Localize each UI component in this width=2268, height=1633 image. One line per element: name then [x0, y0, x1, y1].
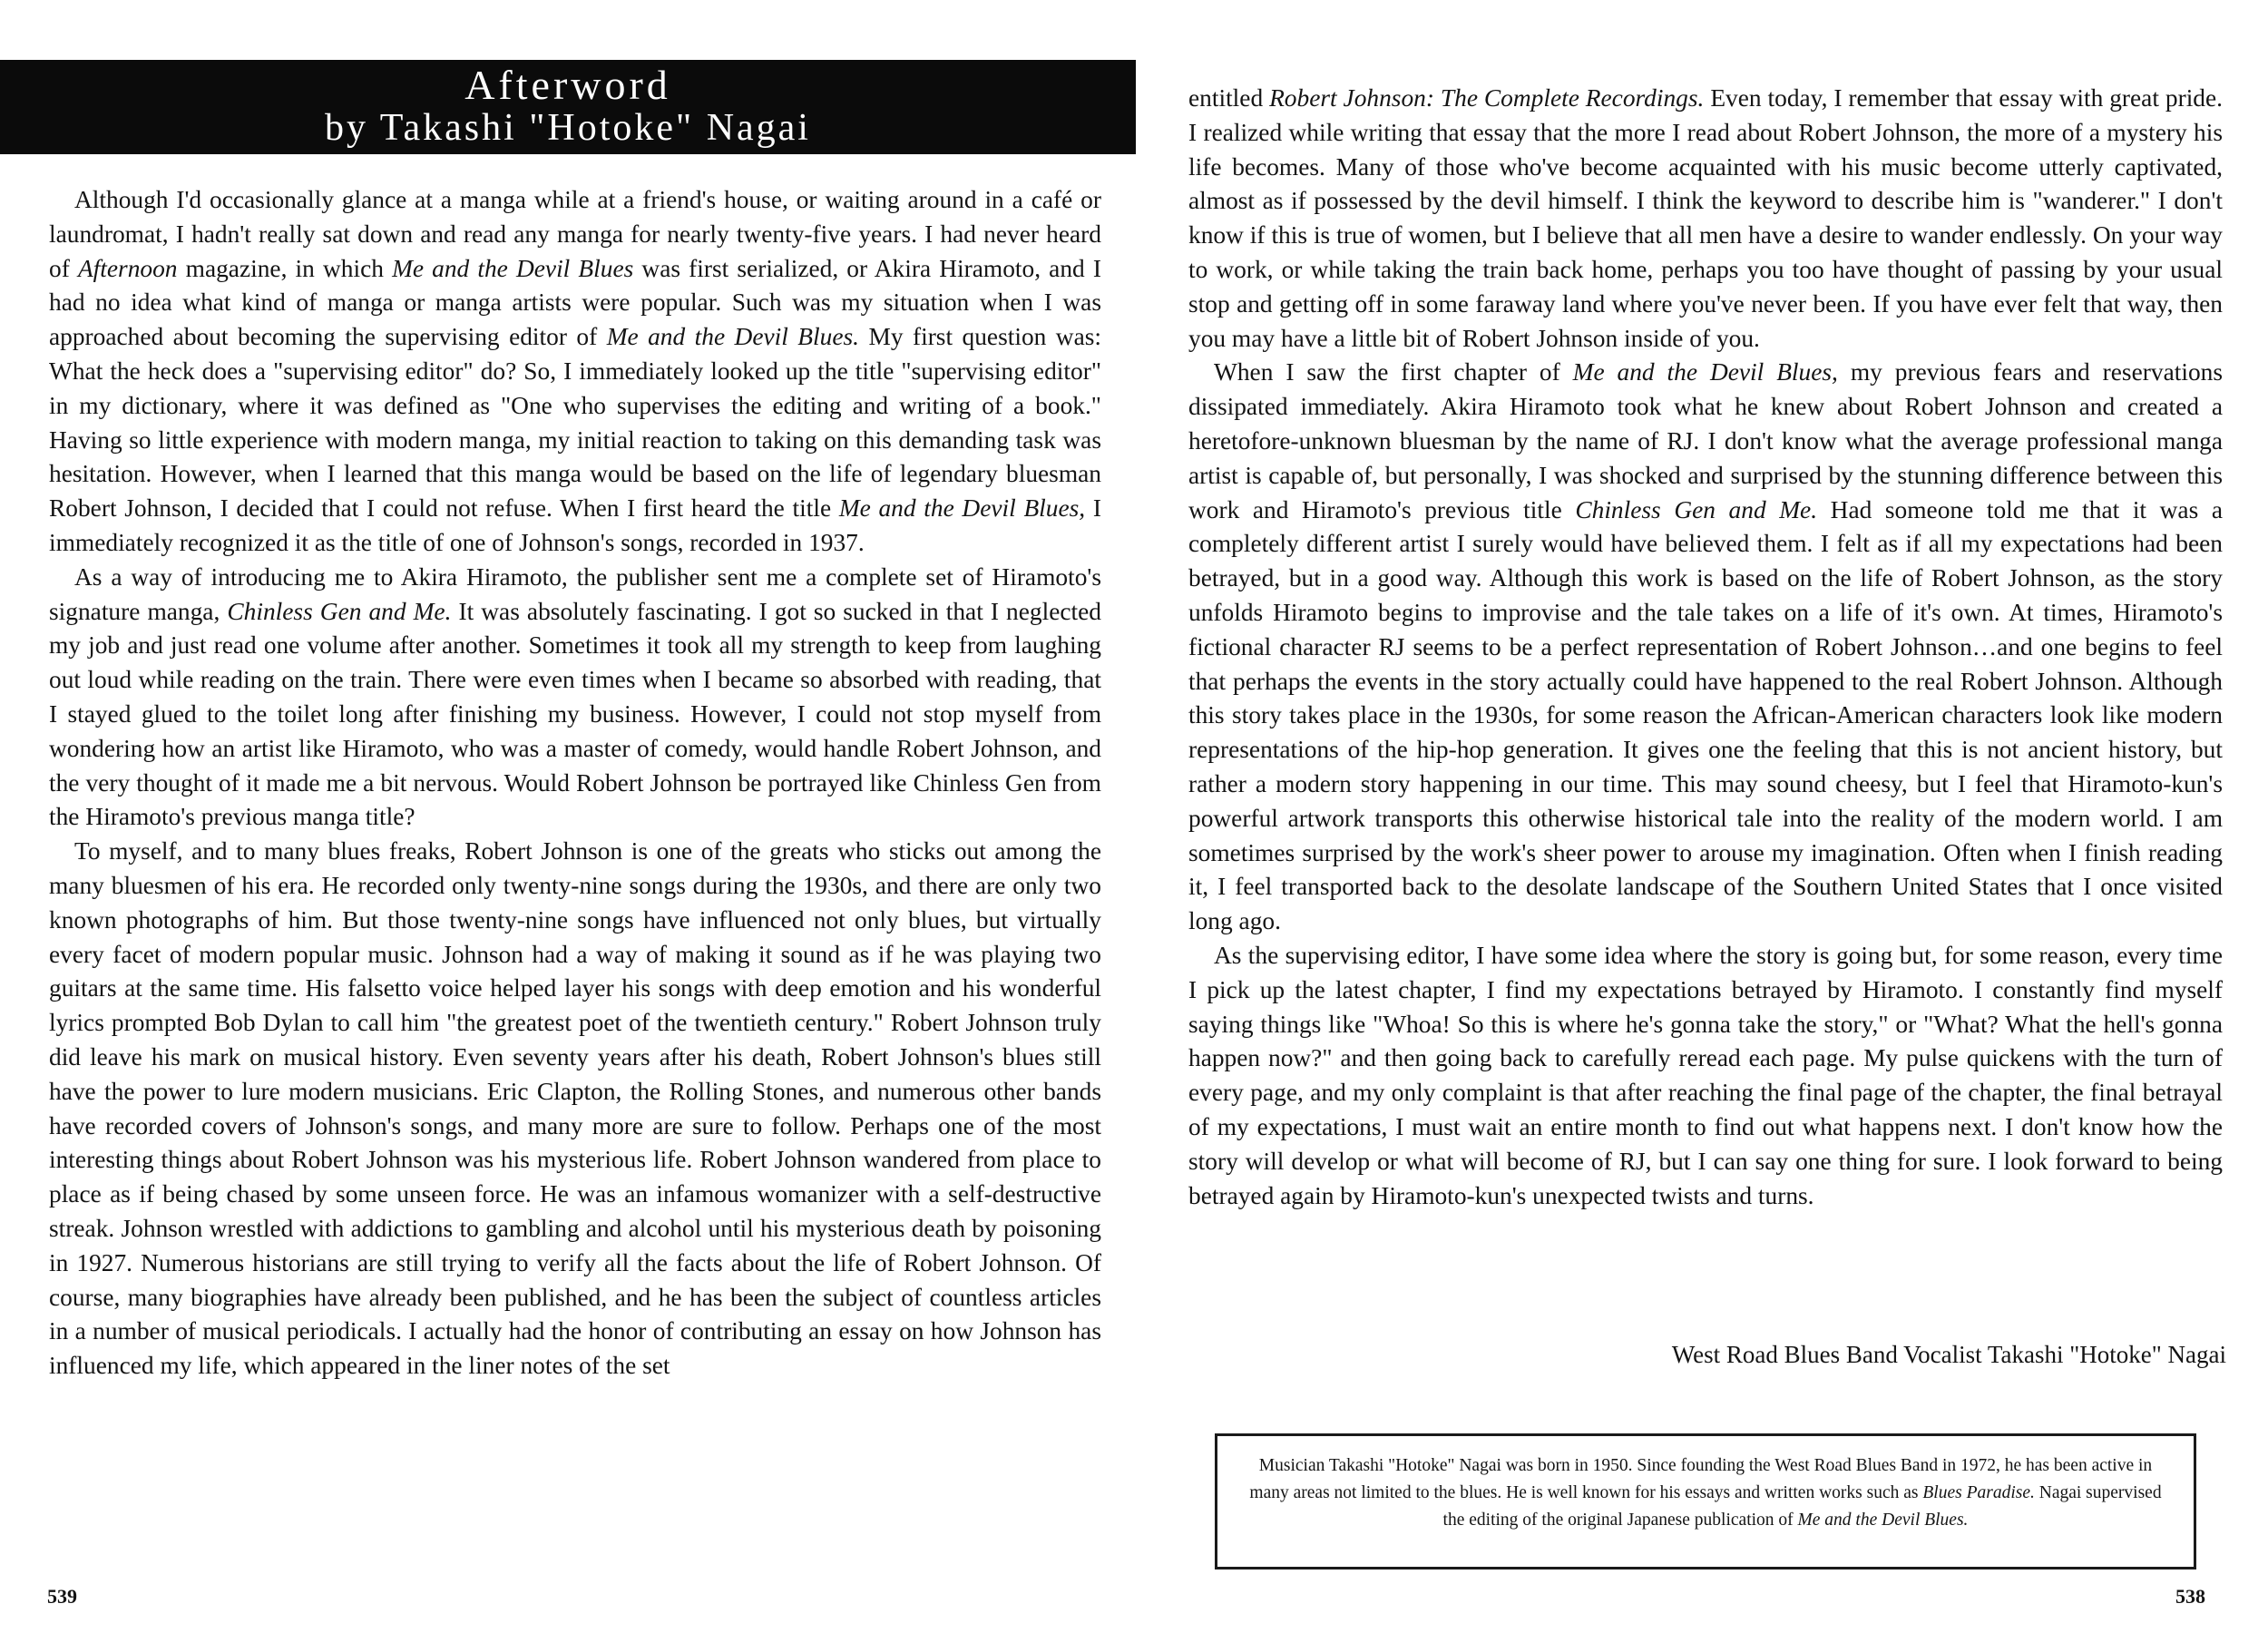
text-run: my previous fears and reservations dissipated immediately. Akira Hiramoto took what he knew about Robert Johnson and created a heretofore-unknown bluesman by the name of RJ. I don't know what the average professional manga artist is capable of, but personally, I was shocked and surprised by the stunning difference between this work and Hiramoto's previous title [1188, 358, 2223, 523]
text-run: When I saw the first chapter of [1214, 358, 1573, 386]
signature-line: West Road Blues Band Vocalist Takashi "Hotoke" Nagai [1671, 1341, 2226, 1368]
italic-title-text: Me and the Devil Blues, [1572, 358, 1838, 386]
text-run: Although I'd occasionally glance at a manga while at a friend's house, or waiting around in a café or laundromat, I hadn't really sat down and read any manga for nearly twenty-five years. I had never heard of [49, 186, 1101, 282]
afterword-title: Afterword [464, 62, 671, 108]
text-run: Even today, I remember that essay with great pride. I realized while writing that essay that the more I read about Robert Johnson, the more of a mystery his life becomes. Many of those who've become acquainted with his music become utterly captivated, almost as if possessed by the devil himself. I think the keyword to describe him is "wanderer." I don't know if this is true of women, but I believe that all men have a desire to wander endlessly. On your way to work, or while taking the train back home, perhaps you too have thought of passing by your usual stop and getting off in some faraway land where you've never been. If you have ever felt that way, then you may have a little bit of Robert Johnson inside of you. [1188, 84, 2223, 352]
text-run: To myself, and to many blues freaks, Robert Johnson is one of the greats who sticks out among the many bluesmen of his era. He recorded only twenty-nine songs during the 1930s, and there are only two known photographs of him. But those twenty-nine songs have influenced not only blues, but virtually every facet of modern popular music. Johnson had a way of making it sound as if he was playing two guitars at the same time. His falsetto voice helped layer his songs with deep emotion and his wonderful lyrics prompted Bob Dylan to call him "the greatest poet of the twentieth century." Robert Johnson truly did leave his mark on musical history. Even seventy years after his death, Robert Johnson's blues still have the power to lure modern musicians. Eric Clapton, the Rolling Stones, and numerous other bands have recorded covers of Johnson's songs, and many more are sure to follow. Perhaps one of the most interesting things about Robert Johnson was his mysterious life. Robert Johnson wandered from place to place as if being chased by some unseen force. He was an infamous womanizer with a self-destructive streak. Johnson wrestled with addictions to gambling and alcohol until his mysterious death by poisoning in 1927. Numerous historians are still trying to verify all the facts about the life of Robert Johnson. Of course, many biographies have already been published, and he has been the subject of countless articles in a number of musical periodicals. I actually had the honor of contributing an essay on how Johnson has influenced my life, which appeared in the liner notes of the set [49, 837, 1101, 1380]
text-run: As the supervising editor, I have some idea where the story is going but, for some reason, every time I pick up the latest chapter, I find my expectations betrayed by Hiramoto. I constantly find myself saying things like "Whoa! So this is where he's gonna take the story," or "What? What the hell's gonna happen now?" and then going back to carefully reread each page. My pulse quickens with the turn of every page, and my only complaint is that after reaching the final page of the chapter, the final betrayal of my expectations, I must wait an entire month to find out what happens next. I don't know how the story will develop or what will become of RJ, but I can say one thing for sure. I look forward to being betrayed again by Hiramoto-kun's unexpected twists and turns. [1188, 941, 2223, 1209]
author-bio-box [1215, 1433, 2196, 1569]
italic-title-text: Chinless Gen and Me. [1575, 495, 1818, 523]
italic-title-text: Afternoon [77, 254, 178, 282]
author-byline: by Takashi "Hotoke" Nagai [325, 107, 811, 149]
right-body-text [1188, 82, 2223, 1213]
text-run: As a way of introducing me to Akira Hiramoto, the publisher sent me a complete set of Hiramoto's signature manga, [49, 562, 1101, 625]
text-run: It was absolutely fascinating. I got so sucked in that I neglected my job and just read one volume after another. Sometimes it took all my strength to keep from laughing out loud while reading on the train. There were even times when I became so absorbed with reading, that I stayed glued to the toilet long after finishing my business. However, I could not stop myself from wondering how an artist like Hiramoto, who was a master of comedy, would handle Robert Johnson, and the very thought of it made me a bit nervous. Would Robert Johnson be portrayed like Chinless Gen from the Hiramoto's previous manga title? [49, 597, 1101, 831]
page-number-right: 538 [2175, 1585, 2205, 1608]
italic-title-text: Blues Paradise. [1922, 1483, 2035, 1502]
text-run: My first question was: What the heck does a "supervising editor" do? So, I immediately looked up the title "supervising editor" in my dictionary, where it was defined as "One who supervises the editing and writing of a book." Having so little experience with modern manga, my initial reaction to taking on this demanding task was hesitation. However, when I learned that this manga would be based on the life of legendary bluesman Robert Johnson, I decided that I could not refuse. When I first heard the title [49, 323, 1101, 523]
left-body-text [49, 183, 1101, 1384]
text-run: I immediately recognized it as the title of one of Johnson's songs, recorded in 1937. [49, 494, 1101, 556]
text-run: magazine, in which [177, 254, 393, 282]
body-paragraph [49, 835, 1101, 1384]
body-paragraph [1188, 82, 2223, 356]
page-number-left: 539 [47, 1585, 77, 1608]
text-run: Had someone told me that it was a completely different artist I surely would have believed them. I felt as if all my expectations had been betrayed, but in a good way. Although this work is based on the life of Robert Johnson, as the story unfolds Hiramoto begins to improvise and the tale takes on a life of it's own. At times, Hiramoto's fictional character RJ seems to be a perfect representation of Robert Johnson…and one begins to feel that perhaps the events in the story actually could have happened to the real Robert Johnson. Although this story takes place in the 1930s, for some reason the African-American characters look like modern representations of the hip-hop generation. It gives one the feeling that this is not ancient history, but rather a modern story happening in our time. This may sound cheesy, but I feel that Hiramoto-kun's powerful artwork transports this otherwise historical tale into the reality of the modern world. I am sometimes surprised by the work's sheer power to arouse my imagination. Often when I finish reading it, I feel transported back to the desolate landscape of the Southern United States that I once visited long ago. [1188, 495, 2223, 935]
italic-title-text: Me and the Devil Blues [392, 254, 634, 282]
italic-title-text: Robert Johnson: The Complete Recordings. [1269, 84, 1705, 112]
body-paragraph [49, 561, 1101, 835]
text-run: Nagai supervised the editing of the original Japanese publication of [1442, 1483, 2162, 1530]
italic-title-text: Me and the Devil Blues. [606, 323, 860, 351]
italic-title-text: Chinless Gen and Me. [227, 597, 452, 625]
italic-title-text: Me and the Devil Blues. [1797, 1511, 1969, 1530]
title-banner [0, 60, 1136, 154]
body-paragraph [1188, 356, 2223, 939]
body-paragraph [49, 183, 1101, 561]
text-run: Musician Takashi "Hotoke" Nagai was born in 1950. Since founding the West Road Blues Band in 1972, he has been active in many areas not limited to the blues. He is well known for his essays and written works such as [1249, 1456, 2153, 1502]
body-paragraph [1188, 939, 2223, 1213]
text-run: entitled [1188, 84, 1270, 112]
italic-title-text: Me and the Devil Blues, [838, 494, 1086, 523]
text-run: was first serialized, or Akira Hiramoto, and I had no idea what kind of manga or manga artists were popular. Such was my situation when I was approached about becoming the supervising editor of [49, 254, 1101, 351]
